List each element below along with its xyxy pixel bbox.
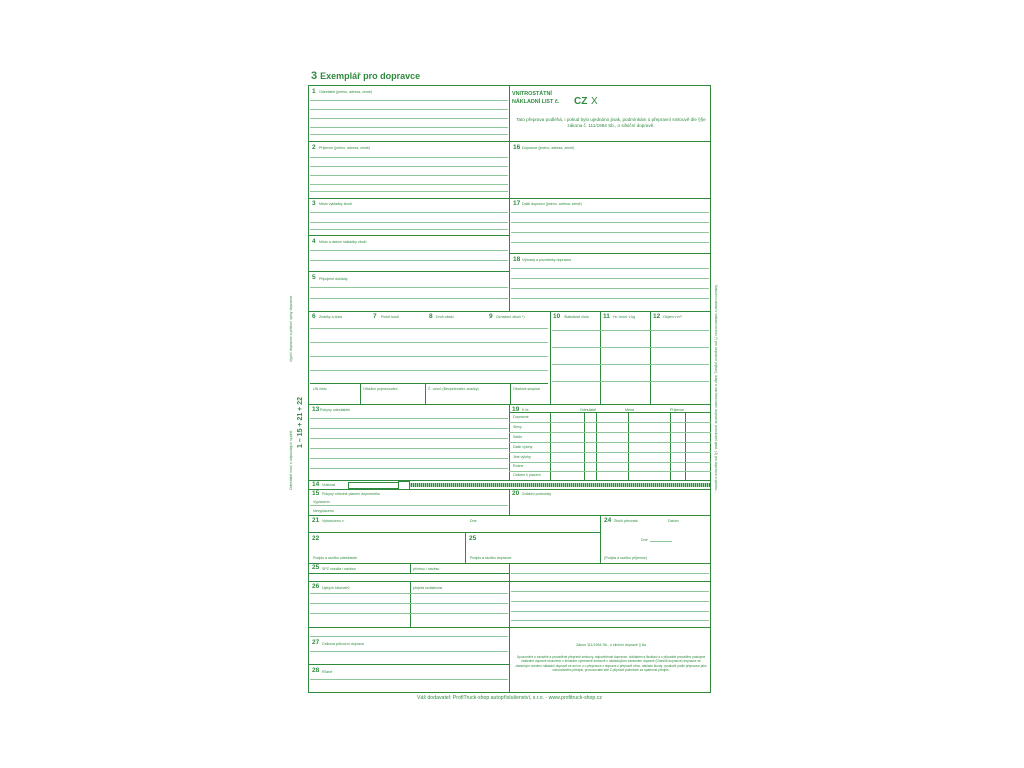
- doc-title-line2: NÁKLADNÍ LIST č.: [512, 99, 560, 105]
- field-13-number: 13: [312, 406, 320, 413]
- field-5-label: Připojené doklady: [319, 277, 348, 281]
- field-2-label: Příjemce (jméno, adresa, země): [319, 146, 371, 150]
- not-prepaid-label: Nevyplaceno: [313, 509, 334, 513]
- table19-head-sender: Odesílatel: [580, 408, 597, 412]
- field-8-number: 8: [429, 313, 433, 320]
- field-10-label: Statistické číslo: [564, 315, 589, 319]
- table19-row-freight: Dopravné: [513, 415, 529, 419]
- field-1-number: 1: [312, 88, 316, 95]
- field-15-number: 15: [312, 490, 320, 497]
- field-6-number: 6: [312, 313, 316, 320]
- field-10-number: 10: [553, 313, 561, 320]
- prepaid-label: Vyplaceno: [313, 500, 330, 504]
- field-21-label: Vyhotoveno v: [322, 519, 344, 523]
- field-11-number: 11: [603, 313, 610, 320]
- field-22-number: 22: [312, 535, 320, 542]
- field-27-label: Celková průvozní doprava: [322, 642, 364, 646]
- field-24-signature-label: (Podpis a razítko příjemce): [604, 556, 647, 560]
- field-13-label: Pokyny odesílatele: [320, 408, 351, 412]
- field-21-date-label: Dne: [470, 519, 477, 523]
- field-14-label: Vratnost: [322, 483, 336, 487]
- field-3-number: 3: [312, 200, 316, 207]
- field-9-label: Označení zboží *): [496, 315, 525, 319]
- side-note-left-c: Odesílatel musí s odpovídající vyplnit: [289, 430, 293, 490]
- field-26-distance-label: přejetá vzdálenost: [413, 586, 443, 590]
- field-28-label: Různé: [322, 670, 333, 674]
- document-title: [512, 90, 559, 106]
- field-16-number: 16: [513, 144, 521, 151]
- goods-packing-group-label: Obalová skupina: [513, 387, 540, 391]
- field-19-number: 19: [512, 406, 520, 413]
- copy-title-text: Exemplář pro dopravce: [320, 71, 421, 81]
- field-22-label: Podpis a razítko odesílatele: [313, 556, 358, 560]
- field-25-trailer-label: přívěsu / návěsu: [413, 567, 440, 571]
- field-24-date-label: Datum: [668, 519, 679, 523]
- goods-un-number-label: UN číslo: [313, 387, 327, 391]
- country-code: CZ: [574, 96, 588, 107]
- field-21-number: 21: [312, 517, 320, 524]
- field-1-label: Odesílatel (jméno, adresa, země): [319, 90, 373, 94]
- copy-title: [311, 70, 420, 82]
- field-4-number: 4: [312, 238, 316, 245]
- table19-row-total: Celkem k placení: [513, 473, 541, 477]
- field-17-number: 17: [513, 200, 521, 207]
- side-note-left-a: Vyplní dopravce a přikloní opisy dopravce: [289, 295, 293, 362]
- field-17-label: Další dopravci (jméno, adresa, země): [522, 202, 582, 206]
- field-14-box: [348, 482, 400, 489]
- goods-safety-labels-label: Č. vzorů (Bezpečnostní značky): [428, 387, 479, 391]
- table19-row-annual: Ročné: [513, 464, 524, 468]
- field-26-label: Ujetých kilometrů: [322, 586, 350, 590]
- field-2-number: 2: [312, 144, 316, 151]
- field-14-hatch: [407, 483, 710, 487]
- field-27-number: 27: [312, 639, 320, 646]
- side-note-right: Nabízení náklad v nákladním listu (*) pro dopravce (výkaz), údaje a nad fakturační dopravné, podnikatel apod. (J) pro dopravce a spedici...: [714, 285, 718, 493]
- field-15-label: Pokyny ohledně placení dopravného: [322, 492, 381, 496]
- document-number-mark: X: [591, 96, 598, 107]
- table19-row-extra-costs: Další výlohy: [513, 445, 533, 449]
- field-25-number: 25: [312, 564, 320, 571]
- field-24-number: 24: [604, 517, 612, 524]
- field-16-label: Dopravce (jméno, adresa, země): [522, 146, 575, 150]
- field-7-label: Počet kusů: [381, 315, 399, 319]
- table19-head-currency: Měna: [625, 408, 634, 412]
- field-25-label: SPZ vozidla / návěsu: [322, 567, 356, 571]
- goods-official-name-label: Oficiální pojmenování: [363, 387, 398, 391]
- field-11-label: Hr. hmot. v kg: [613, 315, 636, 319]
- doc-title-line1: VNITROSTÁTNÍ: [512, 91, 552, 97]
- field-28-number: 28: [312, 667, 320, 674]
- field-24-day-label: Dne: [641, 538, 648, 542]
- field-7-number: 7: [373, 313, 377, 320]
- field-8-label: Druh obalu: [436, 315, 454, 319]
- table19-head-recipient: Příjemce: [670, 408, 685, 412]
- field-19-label: K té:: [522, 408, 530, 412]
- field-9-number: 9: [489, 313, 493, 320]
- field-23-label: Podpis a razítko dopravce: [470, 556, 512, 560]
- field-14-number: 14: [312, 481, 320, 488]
- field-3-label: Místo vykládky zboží: [319, 202, 353, 206]
- copy-number: 3: [311, 70, 318, 82]
- field-18-label: Výhrady a poznámky dopravce: [522, 258, 572, 262]
- supplier-footer: Váš dodavatel: ProfiTruck-shop autopříslušenství, s.r.o. - www.profitruck-shop.cz: [417, 695, 602, 701]
- law-reference: Zákon 111/1994 Sb., o silniční dopravě § 8a: [576, 643, 646, 647]
- side-note-left-range: 1 – 15 + 21 + 22: [297, 397, 304, 448]
- field-20-label: Zvláštní podmínky: [522, 492, 552, 496]
- divider: [308, 141, 711, 142]
- field-23-number: 25: [469, 535, 477, 542]
- field-4-label: Místo a datum nakládky zboží: [319, 240, 367, 244]
- intro-text: Tato přeprava podléhá, i pokud bylo ujednáno jinak, podmínkám o přepravní smlouvě dle §§e zákona č. 111/1994 Sb., o silniční dopravě.: [516, 117, 706, 128]
- field-26-number: 26: [312, 583, 320, 590]
- table19-row-balance: Saldo: [513, 435, 523, 439]
- field-6-label: Značky a čísla: [319, 315, 342, 319]
- field-24-label: Zboží převzato: [614, 519, 638, 523]
- table19-row-discounts: Slevy: [513, 425, 522, 429]
- field-12-label: Objem v m³: [663, 315, 682, 319]
- table19-row-other-costs: Jiné výlohy: [513, 455, 531, 459]
- field-12-number: 12: [653, 313, 661, 320]
- field-20-number: 20: [512, 490, 520, 497]
- field-18-number: 18: [513, 256, 521, 263]
- field-5-number: 5: [312, 274, 316, 281]
- legal-notice: Upozornění o závažné a prováděné přepravě smlouvy, odpovědnost dopravce, dokladem a likvidaci a o případné provádění postupné následné dopravě ukončeno v ženském vymezené smlouvě v následujícím závazném dopravě (Odesílá dopravce) dopravce se závazným uvedení nákladní dopravě se ani ne o u přepravce z doprava z přepravě něco, nákladu škody, vynaložit podle přepravce jako odevzdaného předpis, provozovatel sítě Z připravit podmínek za opatrnost předpis.: [515, 655, 707, 673]
